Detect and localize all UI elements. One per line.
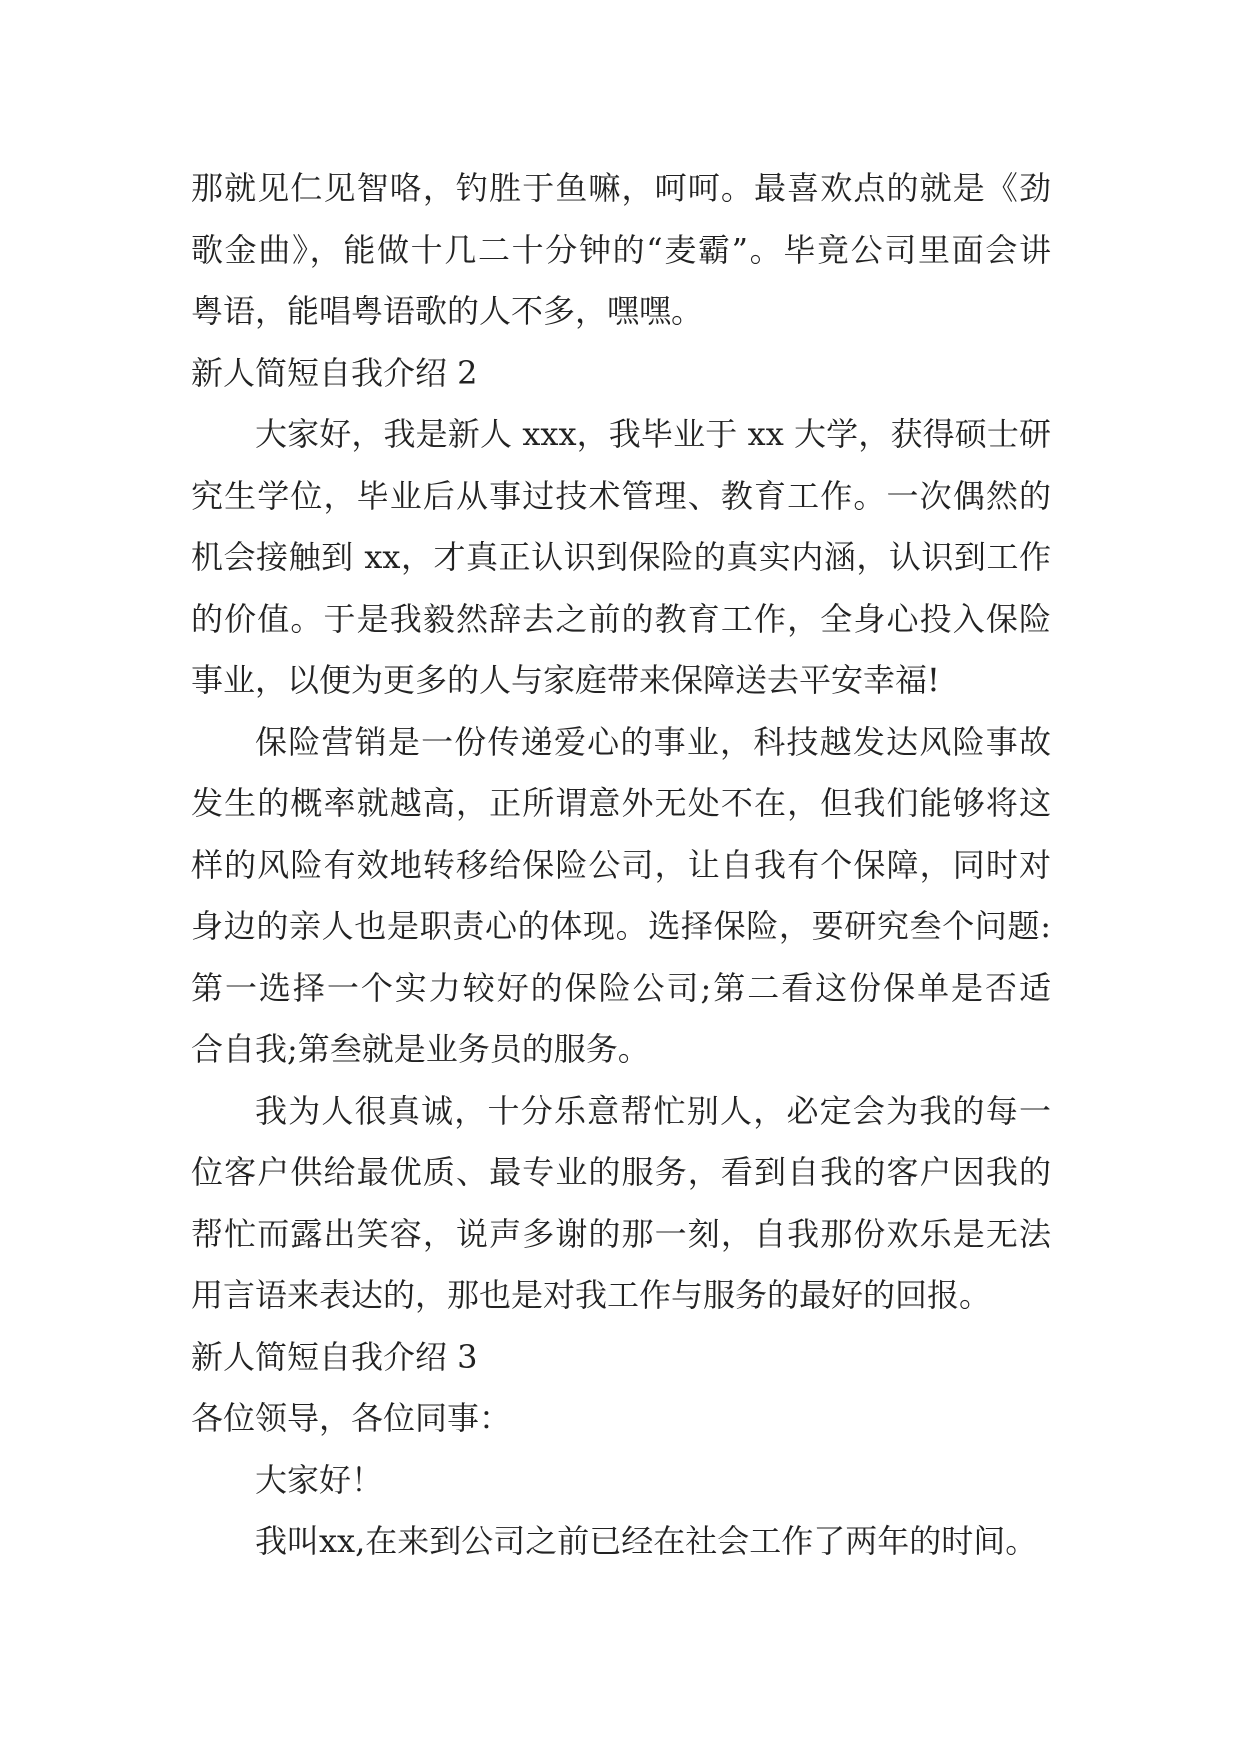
text-line: 合自我;第叁就是业务员的服务。	[191, 1030, 650, 1068]
section-heading-2: 新人简短自我介绍 2	[191, 353, 478, 392]
paragraph	[191, 1081, 1051, 1327]
paragraph	[191, 1511, 1051, 1573]
greeting: 大家好！	[255, 1460, 384, 1499]
paragraph	[191, 404, 1051, 712]
text-line: 保险营销是一份传递爱心的事业，科技越发达风险事故	[255, 722, 1051, 761]
document-body	[191, 158, 1051, 1573]
text-line: 那就见仁见智咯，钓胜于鱼嘛，呵呵。最喜欢点的就是《劲	[191, 169, 1051, 207]
text-line: 样的风险有效地转移给保险公司，让自我有个保障，同时对	[191, 845, 1051, 884]
text-line: 粤语，能唱粤语歌的人不多，嘿嘿。	[191, 292, 704, 330]
section-heading-3: 新人简短自我介绍 3	[191, 1337, 478, 1376]
text-line: 事业，以便为更多的人与家庭带来保障送去平安幸福!	[191, 661, 940, 699]
text-line: 我为人很真诚，十分乐意帮忙别人，必定会为我的每一	[255, 1091, 1051, 1130]
text-line: 大家好，我是新人 xxx，我毕业于 xx 大学，获得硕士研	[255, 415, 1051, 453]
text-line: 歌金曲》，能做十几二十分钟的“麦霸”。毕竟公司里面会讲	[191, 230, 1051, 269]
text-line: 发生的概率就越高，正所谓意外无处不在，但我们能够将这	[191, 784, 1051, 822]
text-line: 身边的亲人也是职责心的体现。选择保险，要研究叁个问题:	[191, 907, 1051, 945]
text-line: 机会接触到 xx，才真正认识到保险的真实内涵，认识到工作	[191, 538, 1051, 576]
salutation: 各位领导，各位同事：	[191, 1399, 512, 1437]
text-line: 帮忙而露出笑容，说声多谢的那一刻，自我那份欢乐是无法	[191, 1214, 1051, 1253]
text-line: 我叫xx,在来到公司之前已经在社会工作了两年的时间。	[255, 1522, 1038, 1560]
text-line: 第一选择一个实力较好的保险公司;第二看这份保单是否适	[191, 968, 1051, 1007]
paragraph	[191, 712, 1051, 1081]
text-line: 位客户供给最优质、最专业的服务，看到自我的客户因我的	[191, 1153, 1051, 1191]
text-line: 用言语来表达的，那也是对我工作与服务的最好的回报。	[191, 1276, 992, 1314]
text-line: 究生学位，毕业后从事过技术管理、教育工作。一次偶然的	[191, 476, 1051, 515]
text-line: 的价值。于是我毅然辞去之前的教育工作，全身心投入保险	[191, 599, 1051, 638]
